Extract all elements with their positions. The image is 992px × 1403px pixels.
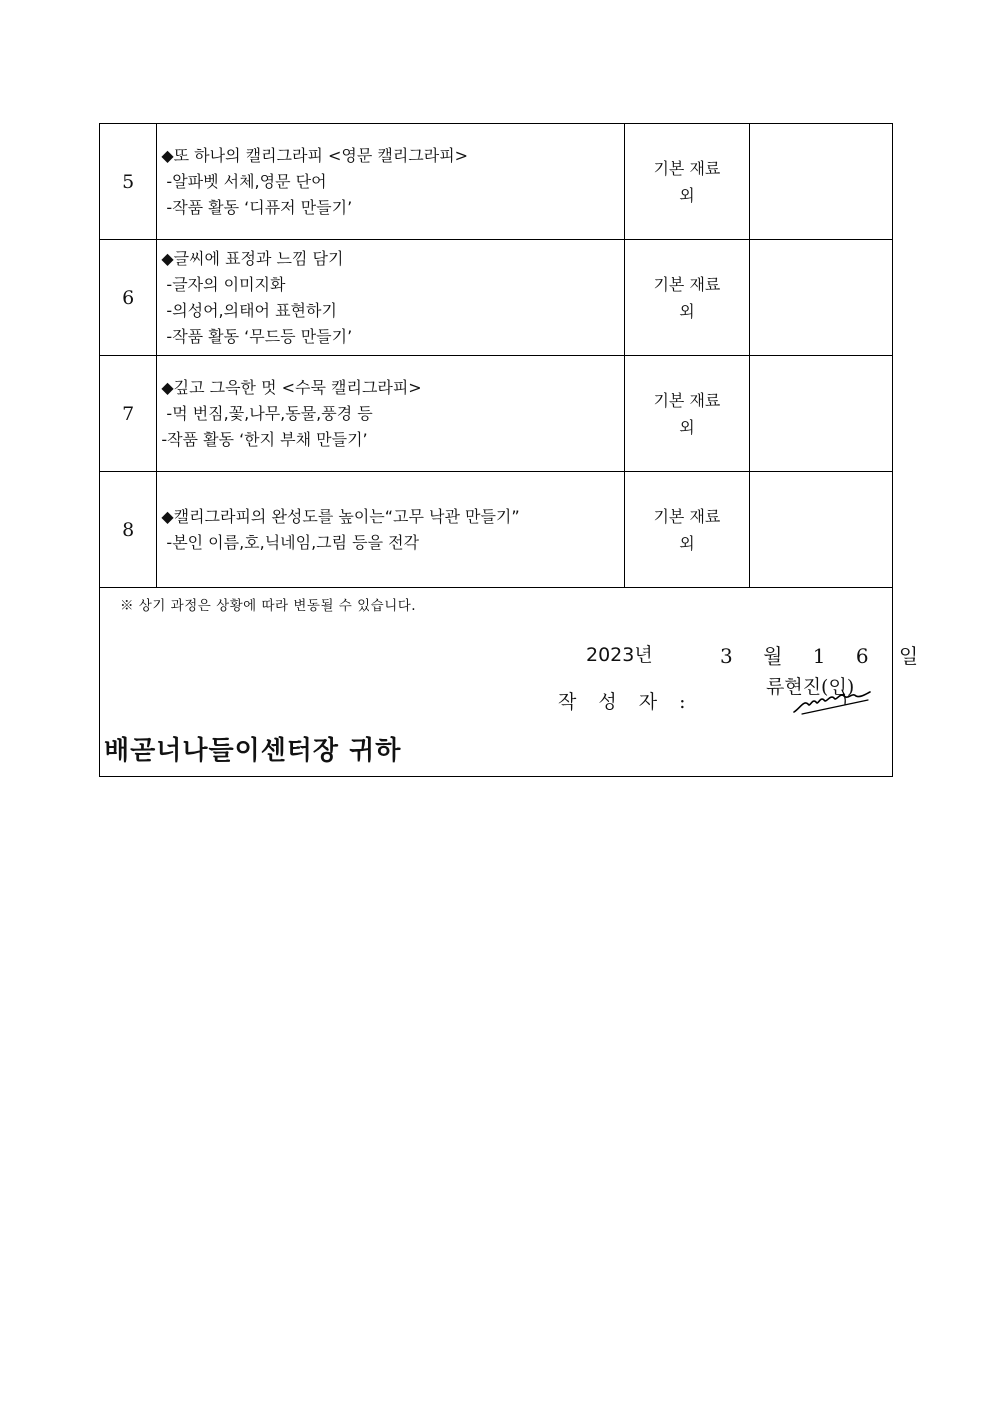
table-row	[100, 240, 893, 356]
content-line: ◆글씨에 표정과 느낌 담기	[161, 248, 344, 268]
footer-section	[100, 586, 931, 776]
session-number: 7	[100, 356, 157, 472]
curriculum-sheet	[99, 123, 931, 777]
session-note	[750, 240, 893, 356]
session-material	[624, 240, 749, 356]
content-line: -의성어,의태어 표현하기	[161, 300, 337, 320]
content-line: ◆캘리그라피의 완성도를 높이는“고무 낙관 만들기”	[161, 506, 520, 526]
material-line: 외	[679, 533, 695, 553]
content-line: -작품 활동 ‘디퓨저 만들기’	[161, 197, 353, 217]
session-content	[157, 356, 624, 472]
material-line: 외	[679, 417, 695, 437]
table-row	[100, 356, 893, 472]
table-row	[100, 124, 893, 240]
material-line: 외	[679, 301, 695, 321]
session-content	[157, 472, 624, 588]
remark-note: ※ 상기 과정은 상황에 따라 변동될 수 있습니다.	[120, 598, 417, 614]
date-year: 2023년	[586, 644, 653, 666]
content-line: -글자의 이미지화	[161, 274, 286, 294]
content-line: -먹 번짐,꽃,나무,동물,풍경 등	[161, 403, 373, 423]
session-content	[157, 240, 624, 356]
session-material	[624, 472, 749, 588]
session-note	[750, 124, 893, 240]
content-line: -작품 활동 ‘한지 부채 만들기’	[161, 429, 368, 449]
session-material	[624, 124, 749, 240]
session-note	[750, 472, 893, 588]
session-number: 8	[100, 472, 157, 588]
content-line: -작품 활동 ‘무드등 만들기’	[161, 326, 353, 346]
curriculum-table	[99, 123, 893, 588]
table-row	[100, 472, 893, 588]
addressee: 배곧너나들이센터장 귀하	[104, 736, 402, 766]
content-line: -본인 이름,호,닉네임,그림 등을 전각	[161, 532, 420, 552]
author-name: 류현진(인)	[766, 676, 855, 698]
session-content	[157, 124, 624, 240]
session-number: 5	[100, 124, 157, 240]
content-line: ◆또 하나의 캘리그라피 <영문 캘리그라피>	[161, 145, 469, 165]
material-line: 기본 재료	[653, 158, 721, 178]
author-label: 작 성 자 :	[558, 691, 694, 713]
material-line: 기본 재료	[653, 274, 721, 294]
session-material	[624, 356, 749, 472]
material-line: 외	[679, 185, 695, 205]
signature-image	[790, 686, 874, 718]
session-number: 6	[100, 240, 157, 356]
material-line: 기본 재료	[653, 390, 721, 410]
content-line: ◆깊고 그윽한 멋 <수묵 캘리그라피>	[161, 377, 422, 397]
date-month-day: 3 월 1 6 일	[720, 644, 931, 668]
session-note	[750, 356, 893, 472]
content-line: -알파벳 서체,영문 단어	[161, 171, 327, 191]
material-line: 기본 재료	[653, 506, 721, 526]
